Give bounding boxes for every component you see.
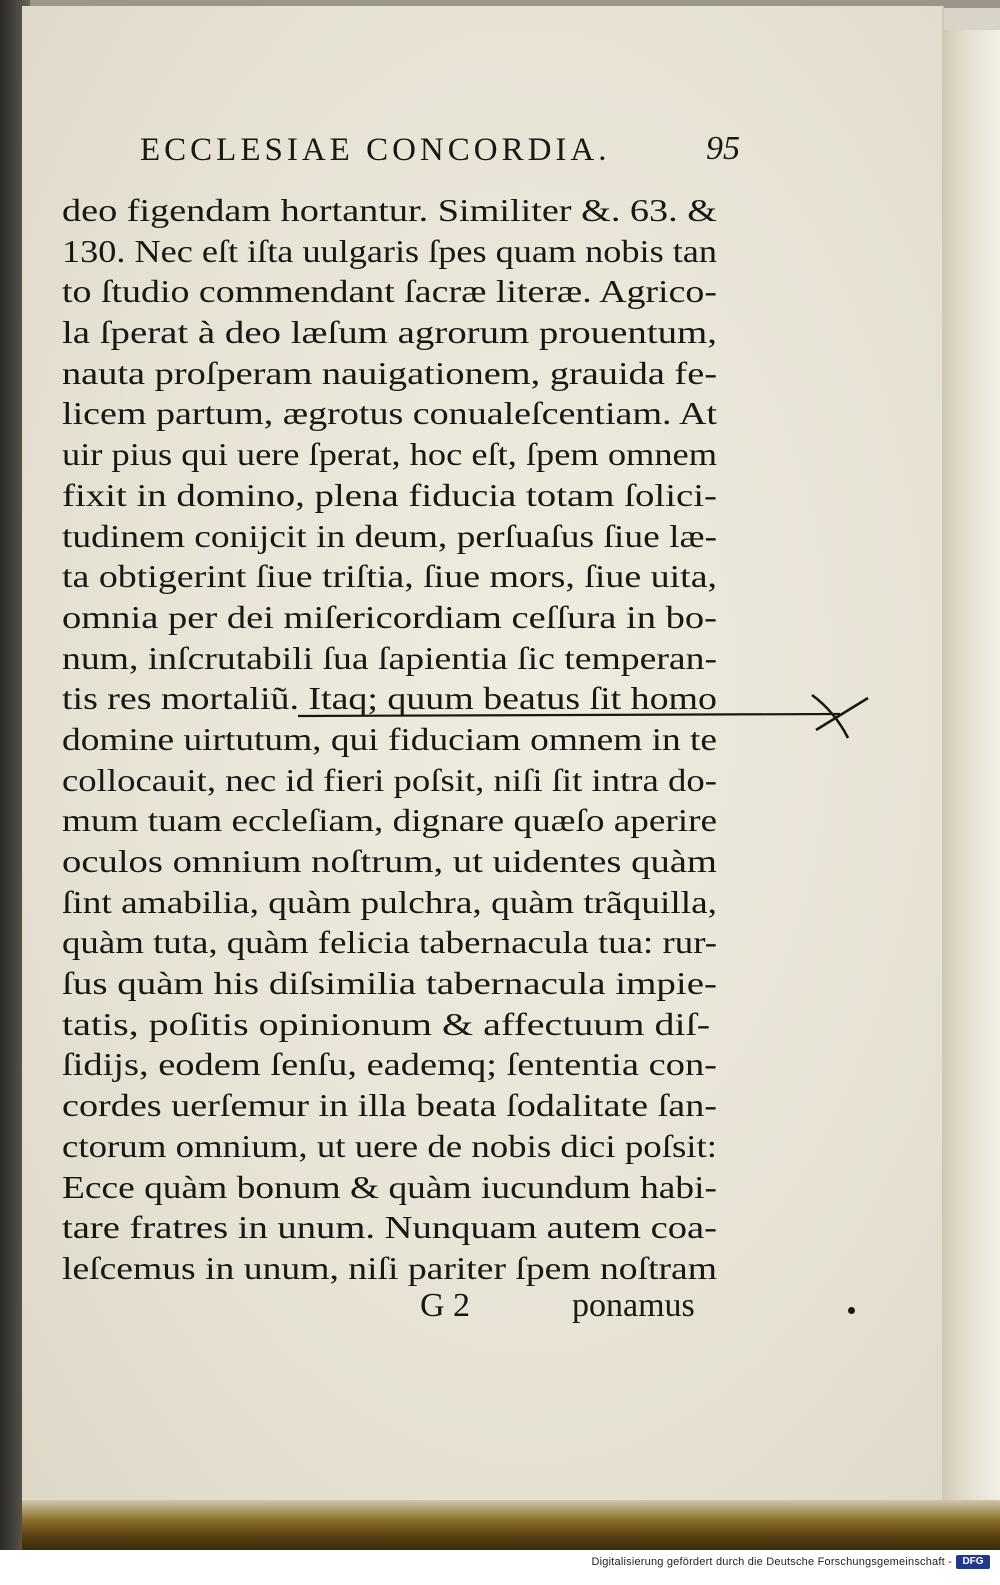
text-line: Ecce quàm bonum & quàm iucundum habi- — [62, 1168, 717, 1205]
gilt-bottom-edge — [22, 1500, 1000, 1550]
footer-credit: Digitalisierung gefördert durch die Deutsche Forschungsgemeinschaft - — [591, 1556, 952, 1568]
text-line: 130. Nec eſt iſta uulgaris ſpes quam nobis tan — [62, 232, 717, 269]
body-text — [62, 190, 722, 1289]
text-line: ſint amabilia, quàm pulchra, quàm trãquilla, — [62, 883, 717, 920]
text-line: tatis, poſitis opinionum & affectuum diſ- — [62, 1005, 711, 1042]
text-line: tare fratres in unum. Nunquam autem coa- — [62, 1209, 717, 1246]
text-line: ſus quàm his diſsimilia tabernacula impie- — [62, 965, 717, 1002]
text-line: uir pius qui uere ſperat, hoc eſt, ſpem omnem — [62, 436, 717, 473]
text-line: deo figendam hortantur. Similiter &. 63. & — [62, 192, 717, 228]
page-header — [140, 132, 740, 176]
text-line: mum tuam eccleſiam, dignare quæſo aperire — [62, 802, 717, 839]
text-line: quàm tuta, quàm felicia tabernacula tua: rur- — [62, 924, 717, 961]
text-line: cordes uerſemur in illa beata ſodalitate ſan- — [62, 1087, 717, 1124]
text-line: fixit in domino, plena fiducia totam ſolici- — [62, 476, 717, 513]
text-line: omnia per dei miſericordiam ceſſura in bo- — [62, 598, 717, 635]
text-line: tis res mortaliũ. Itaq; quum beatus ſit homo — [62, 680, 717, 717]
text-line: oculos omnium noſtrum, ut uidentes quàm — [62, 843, 717, 879]
running-head: ECCLESIAE CONCORDIA. — [140, 132, 611, 168]
text-line: ta obtigerint ſiue triſtia, ſiue mors, ſiue uita, — [62, 558, 717, 595]
ink-dot — [848, 1307, 855, 1314]
text-line: leſcemus in unum, niſi pariter ſpem noſtram — [62, 1249, 717, 1286]
text-line: ctorum omnium, ut uere de nobis dici poſsit: — [62, 1127, 717, 1164]
page-number: 95 — [706, 130, 740, 167]
text-line: num, inſcrutabili ſua ſapientia ſic temperan- — [62, 639, 717, 676]
text-line: ſidijs, eodem ſenſu, eademq; ſententia con- — [62, 1046, 717, 1083]
text-line: nauta proſperam nauigationem, grauida fe- — [62, 354, 717, 391]
text-line: la ſperat à deo læſum agrorum prouentum, — [62, 314, 717, 351]
text-line: collocauit, nec id fieri poſsit, niſi ſit intra do- — [62, 761, 717, 798]
text-line: domine uirtutum, qui fiduciam omnem in te — [62, 720, 717, 757]
text-line: tudinem conijcit in deum, perſuaſus ſiue læ- — [62, 517, 717, 554]
page-foot-line — [0, 1287, 1000, 1333]
signature-mark: G 2 — [420, 1287, 471, 1324]
text-line: to ſtudio commendant ſacræ literæ. Agrico- — [62, 273, 717, 310]
catchword: ponamus — [572, 1287, 695, 1324]
text-line: licem partum, ægrotus conualeſcentiam. At — [62, 395, 717, 432]
dfg-logo: DFG — [956, 1555, 990, 1569]
